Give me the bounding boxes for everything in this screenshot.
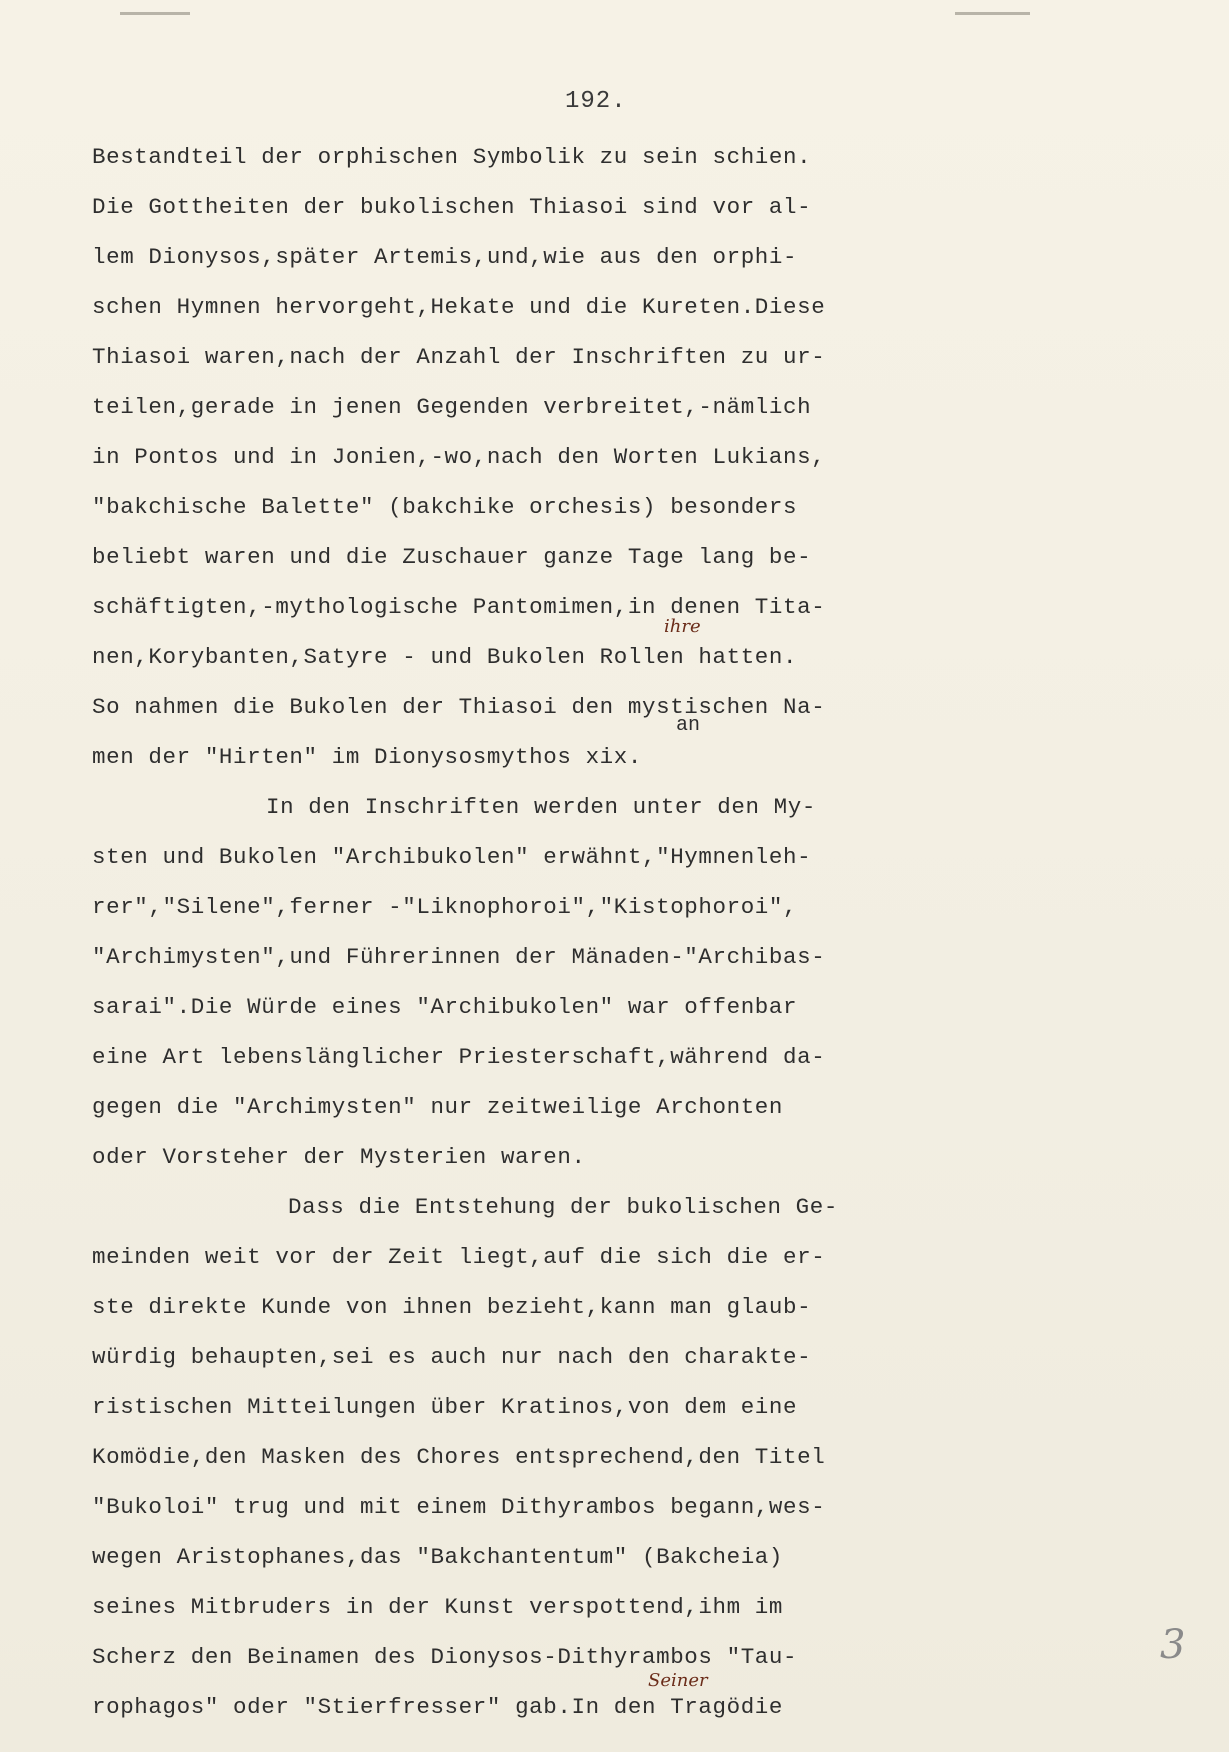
text-line: eine Art lebenslänglicher Priesterschaft,während da-	[92, 1044, 826, 1070]
typed-text-body	[92, 132, 1102, 1732]
text-line: nen,Korybanten,Satyre - und Bukolen Rollen hatten.	[92, 644, 798, 670]
page-number: 192.	[565, 88, 627, 115]
text-line: oder Vorsteher der Mysterien waren.	[92, 1144, 586, 1170]
text-line: Thiasoi waren,nach der Anzahl der Inschriften zu ur-	[92, 344, 826, 370]
text-line: Komödie,den Masken des Chores entsprechend,den Titel	[92, 1444, 826, 1470]
text-line: seines Mitbruders in der Kunst verspottend,ihm im	[92, 1594, 784, 1620]
text-line: sarai".Die Würde eines "Archibukolen" war offenbar	[92, 994, 798, 1020]
text-line: in Pontos und in Jonien,-wo,nach den Worten Lukians,	[92, 444, 826, 470]
text-line: gegen die "Archimysten" nur zeitweilige Archonten	[92, 1094, 784, 1120]
text-line: rer","Silene",ferner -"Liknophoroi","Kistophoroi",	[92, 894, 798, 920]
handwritten-insertion: ihre	[664, 616, 701, 637]
text-line: meinden weit vor der Zeit liegt,auf die sich die er-	[92, 1244, 826, 1270]
text-line: wegen Aristophanes,das "Bakchantentum" (Bakcheia)	[92, 1544, 784, 1570]
text-line: lem Dionysos,später Artemis,und,wie aus den orphi-	[92, 244, 798, 270]
text-line: "Bukoloi" trug und mit einem Dithyrambos begann,wes-	[92, 1494, 826, 1520]
text-line: "Archimysten",und Führerinnen der Mänaden-"Archibas-	[92, 944, 826, 970]
edge-mark	[955, 12, 1030, 15]
text-line: ste direkte Kunde von ihnen bezieht,kann man glaub-	[92, 1294, 812, 1320]
handwritten-insertion: Seiner	[648, 1670, 708, 1691]
text-line: beliebt waren und die Zuschauer ganze Tage lang be-	[92, 544, 812, 570]
text-line: Scherz den Beinamen des Dionysos-Dithyrambos "Tau-	[92, 1644, 798, 1670]
text-line: Bestandteil der orphischen Symbolik zu sein schien.	[92, 144, 812, 170]
text-line: teilen,gerade in jenen Gegenden verbreitet,-nämlich	[92, 394, 812, 420]
text-line: sten und Bukolen "Archibukolen" erwähnt,"Hymnenleh-	[92, 844, 812, 870]
text-line: Dass die Entstehung der bukolischen Ge-	[288, 1194, 838, 1220]
text-line: rophagos" oder "Stierfresser" gab.In den Tragödie	[92, 1694, 784, 1720]
typed-insertion: an	[676, 714, 701, 737]
text-line: würdig behaupten,sei es auch nur nach den charakte-	[92, 1344, 812, 1370]
text-line: men der "Hirten" im Dionysosmythos xix.	[92, 744, 642, 770]
edge-mark	[120, 12, 190, 15]
text-line: So nahmen die Bukolen der Thiasoi den mystischen Na-	[92, 694, 826, 720]
text-line: schen Hymnen hervorgeht,Hekate und die Kureten.Diese	[92, 294, 826, 320]
text-line: ristischen Mitteilungen über Kratinos,von dem eine	[92, 1394, 798, 1420]
text-line: Die Gottheiten der bukolischen Thiasoi sind vor al-	[92, 194, 812, 220]
text-line: schäftigten,-mythologische Pantomimen,in denen Tita-	[92, 594, 826, 620]
sheet-number: 3	[1160, 1622, 1186, 1668]
text-line: "bakchische Balette" (bakchike orchesis) besonders	[92, 494, 798, 520]
text-line: In den Inschriften werden unter den My-	[266, 794, 816, 820]
